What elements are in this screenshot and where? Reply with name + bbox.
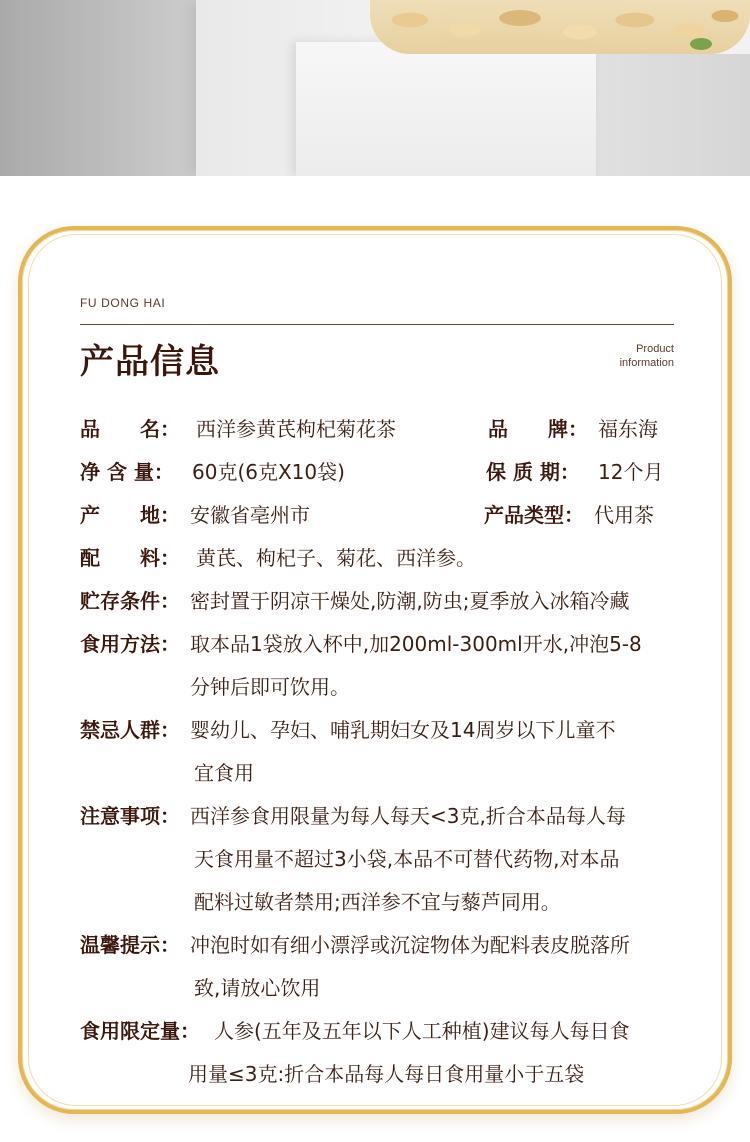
field-value-line: 取本品1袋放入杯中,加200ml-300ml开水,冲泡5-8 [190,632,642,656]
photo-front-pedestal [296,42,596,176]
field-value: 福东海 [598,417,658,441]
field-label: 贮存条件： [80,589,180,613]
field-label: 品 名： [80,417,180,441]
field-label: 注意事项： [80,804,180,828]
field-value-line: 西洋参食用限量为每人每天<3克,折合本品每人每 [190,804,626,828]
field-label: 温馨提示： [80,933,180,957]
tea-leaf-image [690,38,712,50]
field-label: 食用方法： [80,632,180,656]
field-value-line: 人参(五年及五年以下人工种植)建议每人每日食 [214,1019,630,1043]
field-value-line: 用量≤3克:折合本品每人每日食用量小于五袋 [188,1062,585,1086]
product-photo [0,0,750,176]
field-value: 代用茶 [594,503,654,527]
brand-name-en: FU DONG HAI [80,296,166,310]
field-value: 密封置于阴凉干燥处,防潮,防虫;夏季放入冰箱冷藏 [190,589,630,613]
header-divider [80,324,674,325]
field-value-line: 致,请放心饮用 [194,976,321,1000]
section-title: 产品信息 [80,342,220,382]
field-value: 西洋参黄芪枸杞菊花茶 [196,417,396,441]
field-value-line: 冲泡时如有细小漂浮或沉淀物体为配料表皮脱落所 [190,933,630,957]
section-title-en-line: information [619,357,674,369]
field-value-line: 分钟后即可饮用。 [190,675,350,699]
field-label: 食用限定量： [80,1019,200,1043]
field-value: 12个月 [598,460,664,484]
field-value-line: 宜食用 [194,761,254,785]
field-value: 60克(6克X10袋) [192,460,345,484]
field-value: 黄芪、枸杞子、菊花、西洋参。 [196,546,476,570]
field-label: 配 料： [80,546,180,570]
field-label: 禁忌人群： [80,718,180,742]
field-label: 产品类型： [484,503,584,527]
section-title-en-line: Product [636,343,674,355]
field-label: 产 地： [80,503,180,527]
section-title-en [620,342,674,370]
field-label: 品 牌： [488,417,588,441]
photo-side-pedestal [570,54,750,176]
field-label: 净 含 量： [80,460,174,484]
field-value-line: 婴幼儿、孕妇、哺乳期妇女及14周岁以下儿童不 [190,718,616,742]
field-label: 保 质 期： [486,460,580,484]
field-value-line: 天食用量不超过3小袋,本品不可替代药物,对本品 [194,847,620,871]
field-value-line: 配料过敏者禁用;西洋参不宜与藜芦同用。 [194,890,561,914]
field-value: 安徽省亳州市 [190,503,310,527]
